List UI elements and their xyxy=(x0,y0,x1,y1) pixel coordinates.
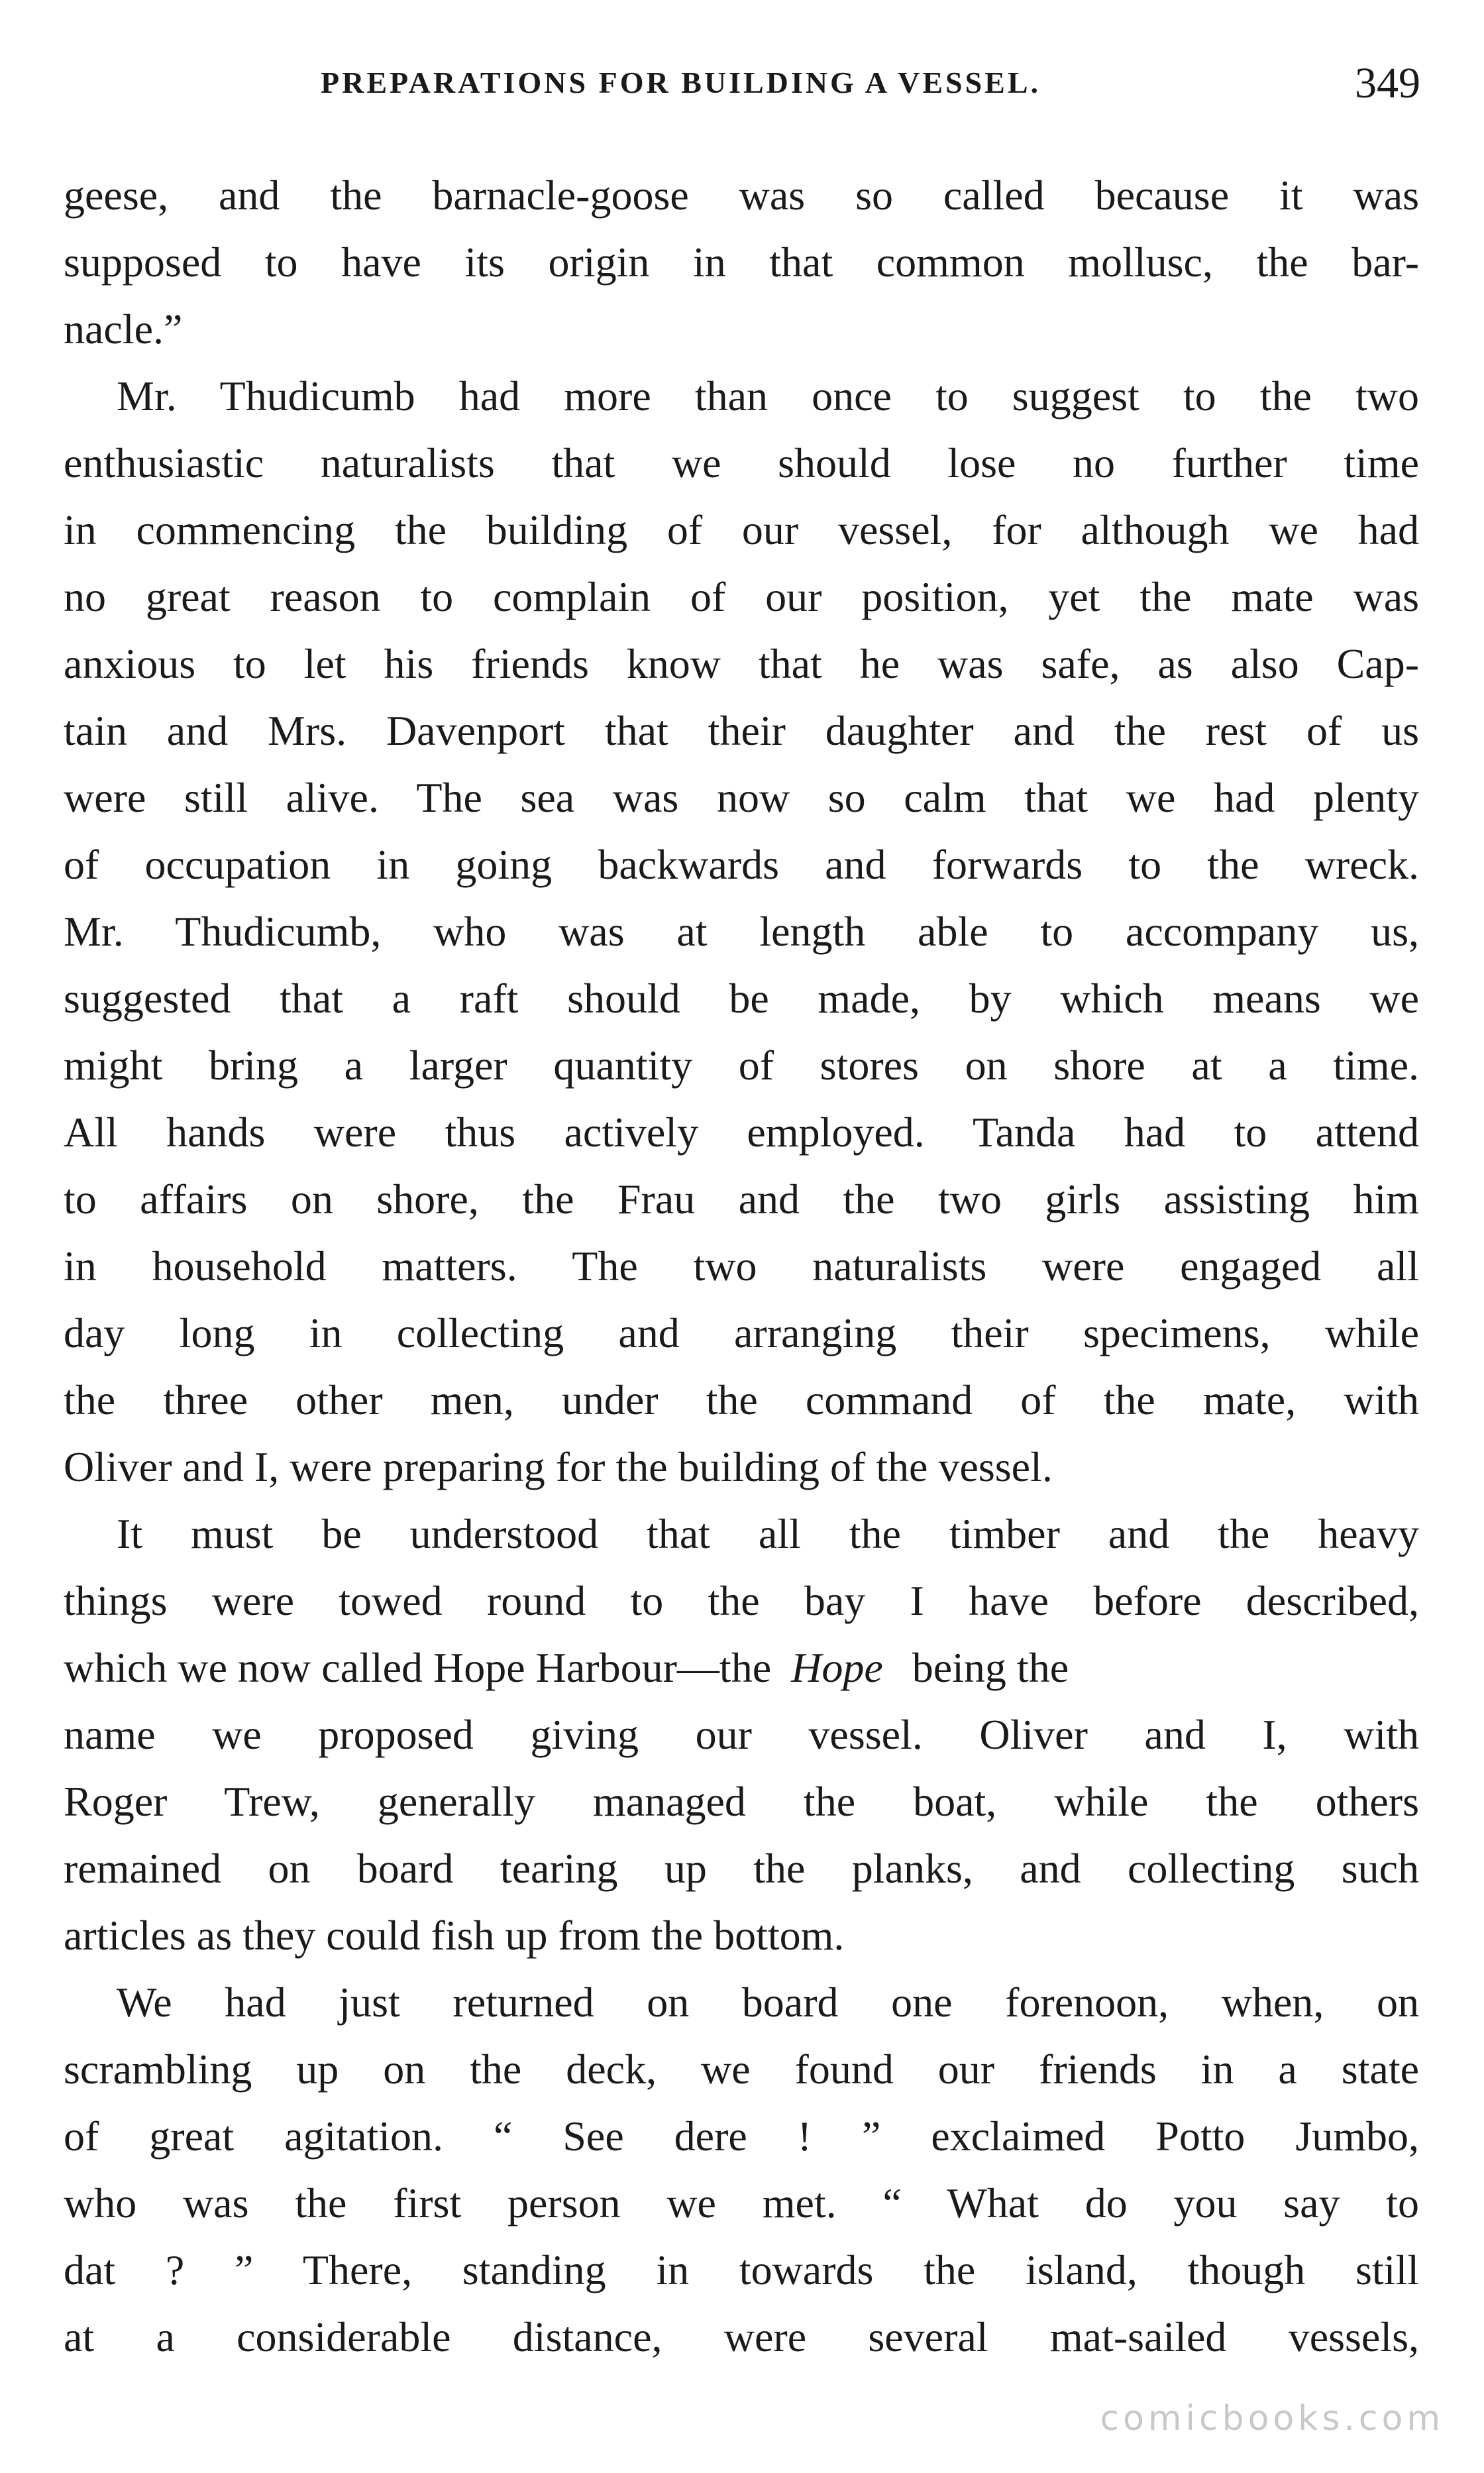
text-line: were still alive. The sea was now so calm that we had plenty xyxy=(64,774,1419,821)
text-line: might bring a larger quantity of stores on shore at a time. xyxy=(64,1042,1419,1089)
text-line: All hands were thus actively employed. Tanda had to attend xyxy=(64,1109,1419,1156)
text-line: things were towed round to the bay I have before described, xyxy=(64,1577,1419,1624)
text-line: Roger Trew, generally managed the boat, while the others xyxy=(64,1778,1419,1825)
text-line: to affairs on shore, the Frau and the two girls assisting him xyxy=(64,1176,1419,1223)
text-line: enthusiastic naturalists that we should lose no further time xyxy=(64,439,1419,486)
running-head: PREPARATIONS FOR BUILDING A VESSEL. xyxy=(321,66,1041,99)
text-line: Mr. Thudicumb, who was at length able to accompany us, xyxy=(64,908,1419,955)
italic-ship-name: Hope xyxy=(791,1644,883,1691)
text-line xyxy=(64,1634,1419,1701)
text-line: supposed to have its origin in that common mollusc, the bar- xyxy=(64,239,1419,286)
text-line: Oliver and I, were preparing for the building of the vessel. xyxy=(64,1443,1053,1490)
text-line: no great reason to complain of our position, yet the mate was xyxy=(64,573,1419,620)
text-line: suggested that a raft should be made, by which means we xyxy=(64,975,1419,1022)
text-fragment: being the xyxy=(912,1644,1069,1691)
text-line: nacle.” xyxy=(64,305,183,353)
text-line: name we proposed giving our vessel. Oliver and I, with xyxy=(64,1711,1419,1758)
text-line: anxious to let his friends know that he was safe, as also Cap- xyxy=(64,640,1419,687)
text-line: It must be understood that all the timber and the heavy xyxy=(117,1510,1419,1557)
text-line: day long in collecting and arranging their specimens, while xyxy=(64,1309,1419,1356)
text-line: in commencing the building of our vessel, for although we had xyxy=(64,506,1419,553)
text-line: articles as they could fish up from the bottom. xyxy=(64,1912,845,1959)
text-line: Mr. Thudicumb had more than once to suggest to the two xyxy=(117,372,1419,419)
text-line: of great agitation. “ See dere ! ” exclaimed Potto Jumbo, xyxy=(64,2113,1419,2160)
text-line: in household matters. The two naturalists were engaged all xyxy=(64,1242,1419,1290)
text-line: of occupation in going backwards and forwards to the wreck. xyxy=(64,841,1419,888)
text-line: dat ? ” There, standing in towards the island, though still xyxy=(64,2246,1419,2293)
page-header xyxy=(64,58,1420,111)
text-line: tain and Mrs. Davenport that their daughter and the rest of us xyxy=(64,707,1419,754)
text-line: We had just returned on board one forenoon, when, on xyxy=(117,1979,1419,2026)
text-line: the three other men, under the command of the mate, with xyxy=(64,1376,1419,1423)
text-line: at a considerable distance, were several mat-sailed vessels, xyxy=(64,2313,1419,2360)
text-line: who was the first person we met. “ What do you say to xyxy=(64,2179,1419,2226)
text-line: scrambling up on the deck, we found our friends in a state xyxy=(64,2046,1419,2093)
body-text xyxy=(64,162,1419,2370)
watermark: comicbooks.com xyxy=(1100,2399,1444,2439)
page-number: 349 xyxy=(1355,59,1420,107)
text-fragment: which we now called Hope Harbour—the xyxy=(64,1644,772,1691)
text-line: remained on board tearing up the planks, and collecting such xyxy=(64,1845,1419,1892)
text-line: geese, and the barnacle-goose was so called because it was xyxy=(64,172,1419,219)
